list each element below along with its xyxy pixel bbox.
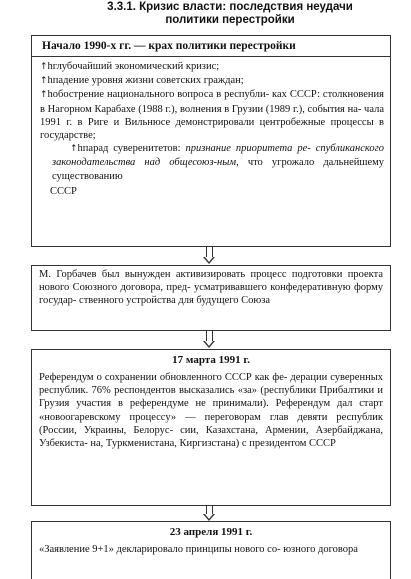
box-statement-9-plus-1 <box>31 521 391 579</box>
arrow-up-icon: ↑ <box>70 144 78 155</box>
list-item <box>40 142 384 183</box>
list-item <box>40 74 384 88</box>
box-referendum <box>31 349 391 506</box>
page-title <box>80 1 380 27</box>
box3-text: Референдум о сохранении обновленного СССР как фе- дерации суверенных республик. 76% респондентов высказались «за» (республики Прибалтики и Грузия участия в референдуме не принимали). Референдум дал старт «новоогаревскому процессу» — переговорам глав девяти республик (России, Украины, Белорус- сии, Казахстана, Армении, Азербайджана, Узбекиста- на, Туркменистана, Киргизстана) с президентом СССР <box>39 372 383 450</box>
list-item <box>40 60 384 74</box>
page-title-line2: политики перестройки <box>165 14 295 26</box>
list-item-text: hпадение уровня жизни советских граждан; <box>47 75 244 87</box>
list-item-text: hобострение национального вопроса в республи- ках СССР: столкновения в Нагорном Карабахе (1988 г.), волнения в Грузии (1989 г.), события на- чала 1991 г. в Риге и Вильнюсе демонстрировали центробежные процессы в государстве; <box>40 89 384 142</box>
page-title-line1: 3.3.1. Кризис власти: последствия неудачи <box>107 1 353 13</box>
down-arrow-icon <box>203 247 215 265</box>
parade-tail: что угрожало дальнейшему существованию <box>52 157 384 182</box>
parade-italic: признание приоритета ре- спубликанского законодательства над общесоюз-ным, <box>52 143 384 169</box>
down-arrow-icon <box>203 331 215 349</box>
box-union-treaty <box>31 265 391 331</box>
box-crisis-of-perestroika <box>31 35 391 247</box>
list-item-text: hглубочайший экономический кризис; <box>47 61 220 72</box>
box4-text: «Заявление 9+1» декларировало принципы нового со- юзного договора <box>39 544 358 555</box>
box3-date: 17 марта 1991 г. <box>172 354 250 366</box>
parade-lead: hпарад суверенитетов: <box>77 143 181 155</box>
box1-header: Начало 1990-х гг. — крах политики перестройки <box>32 36 390 57</box>
down-arrow-icon <box>203 506 215 521</box>
list-item <box>40 88 384 142</box>
arrow-up-icon: ↑ <box>40 76 48 87</box>
box4-date: 23 апреля 1991 г. <box>169 526 253 538</box>
arrow-up-icon: ↑ <box>40 90 48 101</box>
box2-text: М. Горбачев был вынужден активизировать процесс подготовки проекта нового Союзного договора, пред- усматривавшего конфедеративную форму государ- ственного устройства для будущего Союза <box>39 269 383 307</box>
list-item <box>40 185 384 198</box>
box1-body <box>32 57 390 198</box>
parade-end: СССР <box>50 185 77 197</box>
arrow-up-icon: ↑ <box>40 62 48 72</box>
